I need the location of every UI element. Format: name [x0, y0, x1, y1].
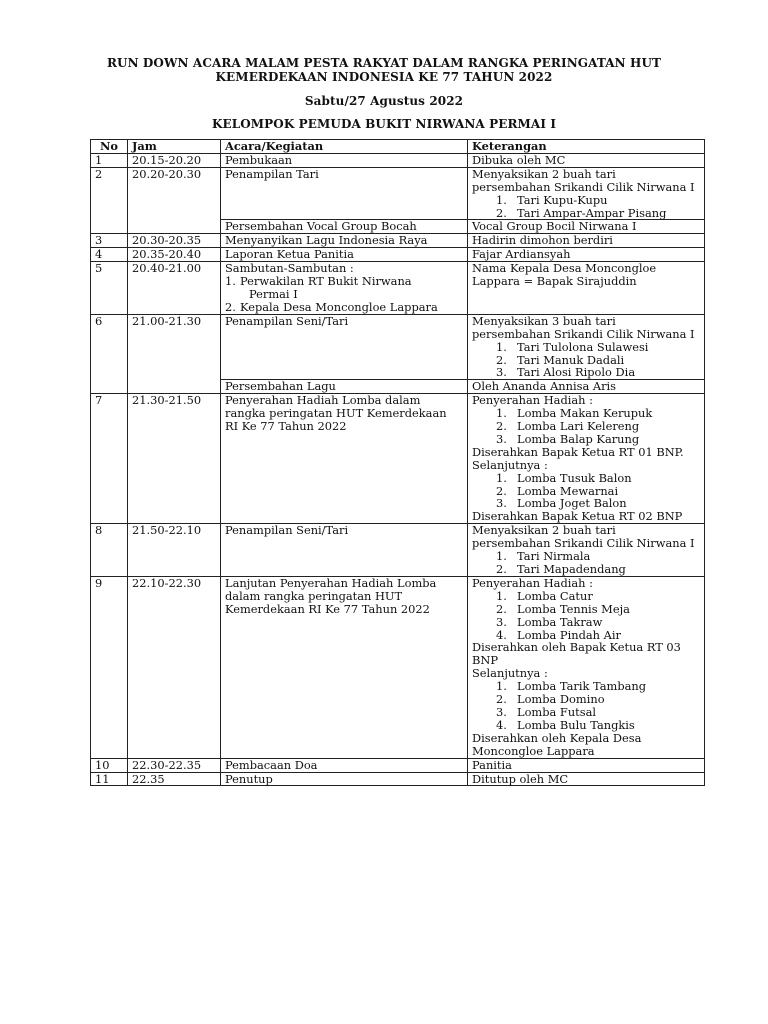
activity-cell: [221, 153, 468, 167]
list-item: [472, 366, 700, 379]
cell-text-line: RI Ke 77 Tahun 2022: [225, 419, 347, 434]
activity-cell: [221, 314, 468, 380]
cell-text-line: Fajar Ardiansyah: [472, 247, 571, 262]
list-number: 3.: [496, 431, 507, 446]
list-item-text: Lomba Tarik Tambang: [517, 679, 647, 694]
activity-cell: [221, 220, 468, 234]
table-row: [91, 524, 705, 577]
cell-text-line: Menyanyikan Lagu Indonesia Raya: [225, 233, 428, 248]
activity-cell: [221, 167, 468, 220]
cell-text-line: Penampilan Seni/Tari: [225, 523, 349, 538]
cell-text-line: Penutup: [225, 771, 273, 786]
cell-text-line: Penyerahan Hadiah :: [472, 393, 593, 408]
list-item: [472, 629, 700, 642]
numbered-list: [472, 680, 700, 732]
list-number: 1.: [496, 549, 507, 564]
numbered-list: [225, 275, 463, 314]
description-cell: [468, 394, 705, 524]
list-number: 1.: [496, 339, 507, 354]
cell-text-line: Pembukaan: [225, 152, 293, 167]
list-number: 2.: [496, 692, 507, 707]
list-number: 3.: [496, 704, 507, 719]
table-row: [91, 153, 705, 167]
table-row: [91, 234, 705, 248]
list-item-text: Lomba Futsal: [517, 704, 597, 719]
time-cell: 20.15-20.20: [128, 153, 221, 167]
description-cell: [468, 524, 705, 577]
list-item-text: Tari Nirmala: [517, 549, 591, 564]
list-item-text: Tari Manuk Dadali: [517, 352, 625, 367]
header-no: No: [91, 140, 128, 154]
row-number-cell: 11: [91, 772, 128, 786]
row-number-cell: 7: [91, 394, 128, 524]
activity-cell: [221, 576, 468, 758]
cell-text-line: Diserahkan Bapak Ketua RT 01 BNP.: [472, 444, 684, 459]
time-cell: 20.20-20.30: [128, 167, 221, 234]
cell-text-line: Laporan Ketua Panitia: [225, 247, 354, 262]
list-number: 2.: [496, 562, 507, 576]
header-acara: Acara/Kegiatan: [221, 140, 468, 154]
activity-cell: [221, 772, 468, 786]
cell-text-line: Nama Kepala Desa Moncongloe: [472, 261, 657, 276]
list-number: 2.: [496, 419, 507, 434]
description-cell: [468, 758, 705, 772]
row-number-cell: 2: [91, 167, 128, 234]
list-number: 2.: [496, 483, 507, 498]
list-item-text: Lomba Catur: [517, 588, 593, 603]
numbered-list: [472, 472, 700, 511]
list-item-text: Lomba Mewarnai: [517, 483, 619, 498]
description-cell: [468, 248, 705, 262]
cell-text-line: Kemerdekaan RI Ke 77 Tahun 2022: [225, 601, 430, 616]
cell-text-line: Menyaksikan 3 buah tari: [472, 313, 616, 328]
time-cell: 21.50-22.10: [128, 524, 221, 577]
list-item-text: Perwakilan RT Bukit Nirwana: [240, 274, 412, 289]
time-cell: 22.35: [128, 772, 221, 786]
description-cell: [468, 220, 705, 234]
table-header-row: [91, 140, 705, 154]
cell-text-line: Penyerahan Hadiah :: [472, 575, 593, 590]
cell-text-line: Penampilan Seni/Tari: [225, 313, 349, 328]
numbered-list: [472, 590, 700, 642]
list-item: [225, 301, 463, 314]
list-number: 1.: [496, 192, 507, 207]
cell-text-line: Dibuka oleh MC: [472, 152, 566, 167]
description-cell: [468, 262, 705, 315]
row-number-cell: 3: [91, 234, 128, 248]
document-title-line-2: KEMERDEKAAN INDONESIA KE 77 TAHUN 2022: [215, 70, 553, 84]
description-cell: [468, 772, 705, 786]
list-item-text: Lomba Lari Kelereng: [517, 419, 640, 434]
list-item-text: Lomba Takraw: [517, 614, 603, 629]
header-jam: Jam: [128, 140, 221, 154]
row-number-cell: 4: [91, 248, 128, 262]
row-number-cell: 5: [91, 262, 128, 315]
list-item-text: Lomba Joget Balon: [517, 496, 627, 511]
list-item-text: Tari Kupu-Kupu: [517, 192, 608, 207]
list-item-text: Lomba Makan Kerupuk: [517, 406, 653, 421]
numbered-list: [472, 407, 700, 446]
cell-text-line: Persembahan Vocal Group Bocah: [225, 219, 417, 234]
list-item-text: Kepala Desa Moncongloe Lappara: [240, 299, 438, 314]
list-number: 3.: [496, 365, 507, 380]
cell-text-line: dalam rangka peringatan HUT: [225, 588, 403, 603]
list-number: 1.: [496, 406, 507, 421]
time-cell: 21.00-21.30: [128, 314, 221, 393]
list-item: [472, 497, 700, 510]
cell-text-line: Ditutup oleh MC: [472, 771, 569, 786]
activity-cell: [221, 380, 468, 394]
list-number: 2.: [496, 205, 507, 220]
description-cell: [468, 234, 705, 248]
list-number: 3.: [496, 614, 507, 629]
list-number: 2.: [496, 352, 507, 367]
list-number: 4.: [496, 627, 507, 642]
list-item: [472, 207, 700, 220]
cell-text-line: Selanjutnya :: [472, 666, 548, 681]
document-title-line-1: RUN DOWN ACARA MALAM PESTA RAKYAT DALAM RANGKA PERINGATAN HUT: [106, 56, 662, 70]
list-item: [472, 563, 700, 576]
description-cell: [468, 380, 705, 394]
list-number: 1.: [496, 470, 507, 485]
table-row: [91, 262, 705, 315]
table-row: [91, 248, 705, 262]
cell-text-line: Diserahkan oleh Kepala Desa: [472, 730, 642, 745]
row-number-cell: 9: [91, 576, 128, 758]
description-cell: [468, 153, 705, 167]
list-item: [472, 433, 700, 446]
list-number: 1.: [225, 274, 236, 289]
list-item-text: Lomba Bulu Tangkis: [517, 717, 635, 732]
row-number-cell: 6: [91, 314, 128, 393]
list-item-text: Tari Mapadendang: [517, 562, 626, 576]
list-item-text: Tari Alosi Ripolo Dia: [517, 365, 636, 380]
list-item: [472, 719, 700, 732]
event-date: Sabtu/27 Agustus 2022: [304, 94, 464, 108]
table-row: [91, 576, 705, 758]
list-number: 3.: [496, 496, 507, 511]
table-row: [91, 394, 705, 524]
cell-text-line: Menyaksikan 2 buah tari: [472, 166, 616, 181]
list-item-text: Permai I: [249, 286, 298, 301]
list-item: [225, 275, 463, 301]
time-cell: 22.10-22.30: [128, 576, 221, 758]
activity-cell: [221, 262, 468, 315]
cell-text-line: persembahan Srikandi Cilik Nirwana I: [472, 179, 695, 194]
cell-text-line: Diserahkan oleh Bapak Ketua RT 03: [472, 640, 681, 655]
list-item-text: Lomba Tusuk Balon: [517, 470, 632, 485]
list-item-text: Lomba Tennis Meja: [517, 601, 630, 616]
row-number-cell: 10: [91, 758, 128, 772]
cell-text-line: Oleh Ananda Annisa Aris: [472, 379, 617, 394]
time-cell: 22.30-22.35: [128, 758, 221, 772]
time-cell: 20.40-21.00: [128, 262, 221, 315]
time-cell: 20.30-20.35: [128, 234, 221, 248]
rundown-table: [90, 139, 705, 786]
cell-text-line: Penyerahan Hadiah Lomba dalam: [225, 393, 421, 408]
cell-text-line: Hadirin dimohon berdiri: [472, 233, 613, 248]
table-row: [91, 772, 705, 786]
row-number-cell: 1: [91, 153, 128, 167]
cell-text-line: Selanjutnya :: [472, 457, 548, 472]
cell-text-line: Persembahan Lagu: [225, 379, 336, 394]
time-cell: 21.30-21.50: [128, 394, 221, 524]
organizer-name: KELOMPOK PEMUDA BUKIT NIRWANA PERMAI I: [211, 117, 557, 131]
list-item-text: Lomba Balap Karung: [517, 431, 640, 446]
activity-cell: [221, 524, 468, 577]
numbered-list: [472, 194, 700, 220]
cell-text-line: Menyaksikan 2 buah tari: [472, 523, 616, 538]
table-row: [91, 167, 705, 220]
list-item-text: Tari Tulolona Sulawesi: [517, 339, 649, 354]
cell-text-line: Panitia: [472, 757, 512, 772]
description-cell: [468, 576, 705, 758]
list-item-text: Lomba Pindah Air: [517, 627, 621, 642]
cell-text-line: Penampilan Tari: [225, 166, 319, 181]
list-item-text: Lomba Domino: [517, 692, 605, 707]
cell-text-line: Diserahkan Bapak Ketua RT 02 BNP: [472, 509, 683, 524]
cell-text-line: Sambutan-Sambutan :: [225, 261, 354, 276]
table-row: [91, 758, 705, 772]
cell-text-line: Pembacaan Doa: [225, 757, 318, 772]
cell-text-line: persembahan Srikandi Cilik Nirwana I: [472, 326, 695, 341]
table-row: [91, 314, 705, 380]
activity-cell: [221, 758, 468, 772]
cell-text-line: Lappara = Bapak Sirajuddin: [472, 274, 637, 289]
list-number: 1.: [496, 679, 507, 694]
description-cell: [468, 167, 705, 220]
activity-cell: [221, 394, 468, 524]
numbered-list: [472, 550, 700, 576]
description-cell: [468, 314, 705, 380]
list-number: 1.: [496, 588, 507, 603]
time-cell: 20.35-20.40: [128, 248, 221, 262]
activity-cell: [221, 234, 468, 248]
cell-text-line: Lanjutan Penyerahan Hadiah Lomba: [225, 575, 437, 590]
list-number: 2.: [225, 299, 236, 314]
list-number: 4.: [496, 717, 507, 732]
numbered-list: [472, 341, 700, 380]
cell-text-line: Moncongloe Lappara: [472, 743, 595, 758]
cell-text-line: Vocal Group Bocil Nirwana I: [472, 219, 637, 234]
cell-text-line: rangka peringatan HUT Kemerdekaan: [225, 406, 447, 421]
header-keterangan: Keterangan: [468, 140, 705, 154]
activity-cell: [221, 248, 468, 262]
list-item-text: Tari Ampar-Ampar Pisang: [517, 205, 667, 220]
cell-text-line: persembahan Srikandi Cilik Nirwana I: [472, 536, 695, 551]
list-number: 2.: [496, 601, 507, 616]
cell-text-line: BNP: [472, 653, 499, 668]
row-number-cell: 8: [91, 524, 128, 577]
